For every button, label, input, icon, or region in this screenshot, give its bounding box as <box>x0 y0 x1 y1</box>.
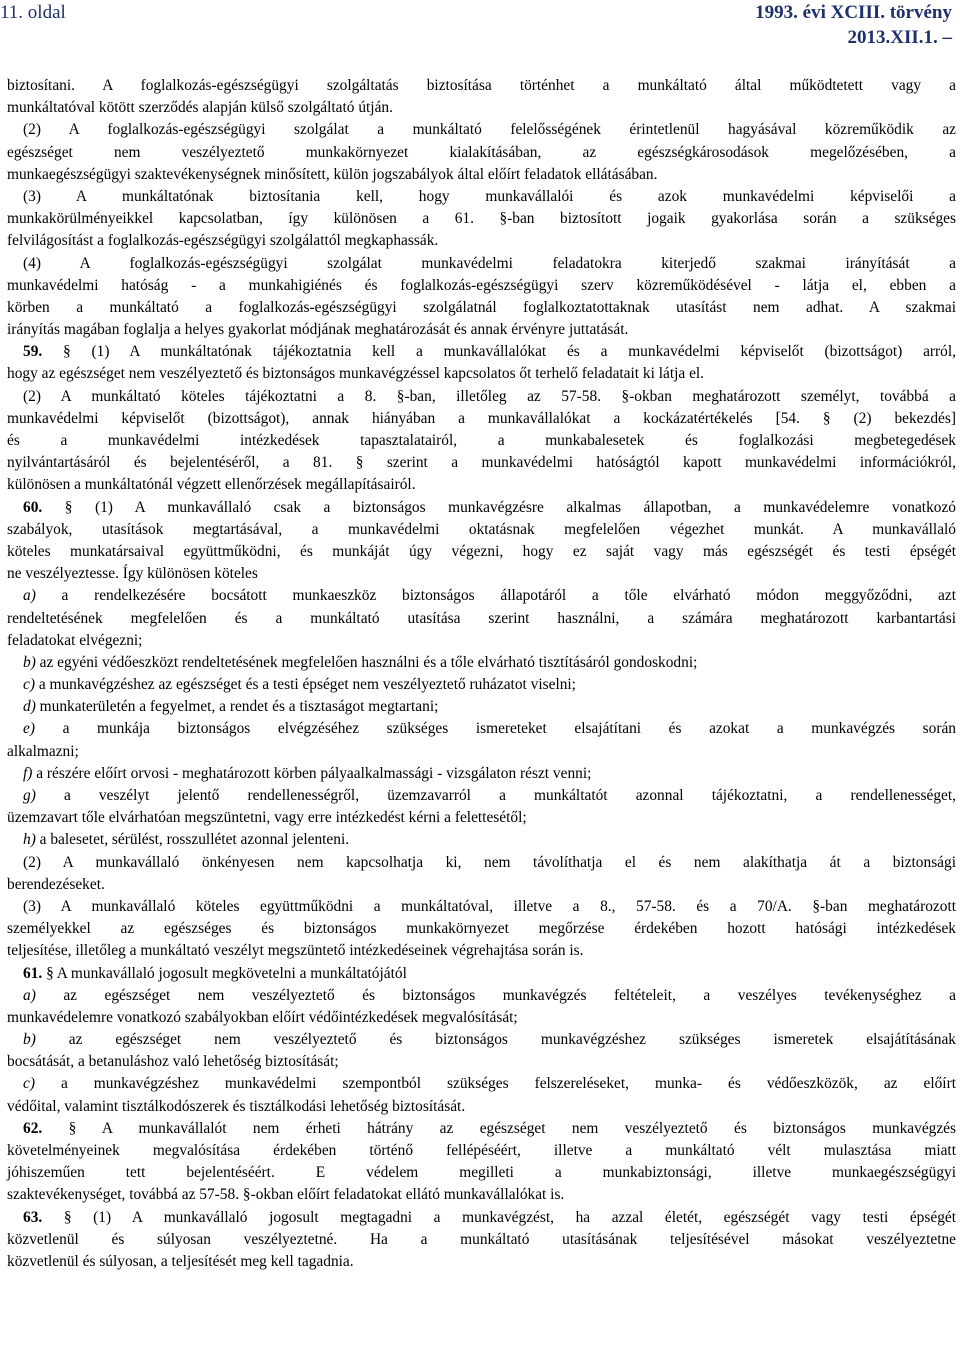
text-line <box>7 1184 956 1206</box>
text-line <box>7 630 956 652</box>
text-line <box>7 918 956 940</box>
text-line <box>7 608 956 630</box>
item-letter: f) <box>23 764 33 782</box>
line-text: a munkája biztonságos elvégzéséhez szükséges ismereteket elsajátítani és azokat a munkavégzés során <box>34 720 956 738</box>
text-line <box>7 142 956 164</box>
line-text: felvilágosítást a foglalkozás-egészségügyi szolgálattól megkaphassák. <box>7 232 439 250</box>
text-line <box>7 319 956 341</box>
text-line <box>7 208 956 230</box>
line-text: alkalmazni; <box>7 742 79 760</box>
text-line <box>7 652 956 674</box>
page-header <box>0 0 960 52</box>
text-line <box>7 119 956 141</box>
line-text: rendeltetésének megfelelően és a munkáltató utasítása szerint használni, a számára meghatározott karbantartási <box>7 609 956 627</box>
section-number: 63. <box>23 1208 43 1226</box>
line-text: bocsátását, a betanuláshoz való lehetőség biztosítását; <box>7 1053 339 1071</box>
text-line <box>7 97 956 119</box>
law-title: 1993. évi XCIII. törvény <box>755 2 952 23</box>
text-line <box>7 1007 956 1029</box>
line-text: köteles munkatársaival együttműködni, és munkáját úgy végezni, hogy ez saját vagy más egészségét és testi épségét <box>7 542 956 560</box>
line-text: egészséget nem veszélyeztető munkakörnyezet kialakításában, az egészségkárosodások megelőzésében, a <box>7 143 956 161</box>
text-line <box>7 363 956 385</box>
line-text: irányítás magában foglalja a helyes gyakorlat módjának meghatározását és annak érvényre juttatását. <box>7 321 629 339</box>
text-line <box>7 164 956 186</box>
text-line <box>7 874 956 896</box>
text-line <box>7 1029 956 1051</box>
line-text: § A munkavállalót nem érheti hátrány az egészséget nem veszélyeztető és biztonságos munkavégzés <box>42 1119 956 1137</box>
line-text: ne veszélyeztesse. Így különösen köteles <box>7 565 258 583</box>
line-text: munkáltatóval kötött szerződés alapján külső szolgáltató útján. <box>7 99 393 117</box>
item-letter: b) <box>23 653 36 671</box>
line-text: § (1) A munkavállaló jogosult megtagadni a munkavégzést, ha azzal életét, egészségét vagy testi épségét <box>42 1208 956 1226</box>
section-number: 59. <box>23 343 43 361</box>
text-line <box>7 563 956 585</box>
text-line <box>7 474 956 496</box>
text-line <box>7 1051 956 1073</box>
item-letter: h) <box>23 831 36 849</box>
text-line <box>7 408 956 430</box>
text-line <box>7 963 956 985</box>
line-text: (2) A munkáltató köteles tájékoztatni a 8. §-ban, illetőleg az 57-58. §-okban meghatározott személyt, továbbá a <box>23 387 956 405</box>
line-text: az egyéni védőeszközt rendeltetésének megfelelően használni és a tőle elvárható tisztításáról gondoskodni; <box>35 653 698 671</box>
line-text: nyilvántartásáról és bejelentéséről, a 81. § szerint a munkavédelmi hatóságtól kapott munkavédelmi információkról, <box>7 454 956 472</box>
text-line <box>7 1162 956 1184</box>
text-line <box>7 1140 956 1162</box>
text-line <box>7 230 956 252</box>
line-text: § (1) A munkavállaló csak a biztonságos munkavégzésre alkalmas állapotban, a munkavédelemre vonatkozó <box>42 498 956 516</box>
line-text: § A munkavállaló jogosult megkövetelni a munkáltatójától <box>42 964 407 982</box>
text-line <box>7 585 956 607</box>
line-text: teljesítése, illetőleg a munkáltató veszélyt megszüntető intézkedéseinek végrehajtása során is. <box>7 942 584 960</box>
line-text: munkavédelmi hatóság - a munkahigiénés és foglalkozás-egészségügyi szerv közreműködésével - látja el, ebben a <box>7 276 956 294</box>
text-line <box>7 1118 956 1140</box>
line-text: a veszélyt jelentő rendellenességről, üzemzavarról a munkáltatót azonnal tájékoztatni, a rendellenességet, <box>35 787 956 804</box>
line-text: körben a munkáltató a foglalkozás-egészségügyi szolgálatnál foglalkoztatottaknak utasítást nem adhat. A szakmai <box>7 298 956 316</box>
text-line <box>7 430 956 452</box>
item-letter: c) <box>23 1075 35 1093</box>
line-text: a részére előírt orvosi - meghatározott körben pályaalkalmassági - vizsgálaton részt venni; <box>32 764 592 782</box>
line-text: biztosítani. A foglalkozás-egészségügyi szolgáltatás biztosítása történhet a munkáltató által működtetett vagy a <box>7 77 956 94</box>
text-line <box>7 186 956 208</box>
text-line <box>7 829 956 851</box>
text-line <box>7 674 956 696</box>
line-text: jóhiszeműen tett bejelentéséért. E védelem megilleti a munkabiztonsági, illetve munkaegészségügyi <box>7 1164 956 1182</box>
text-line <box>7 341 956 363</box>
text-line <box>7 1229 956 1251</box>
line-text: (2) A munkavállaló önkényesen nem kapcsolhatja ki, nem távolíthatja el és nem alakíthatja át a biztonsági <box>23 853 956 871</box>
line-text: munkakörülményeikkel kapcsolatban, így különösen a 61. §-ban biztosított jogaik gyakorlása során a szükséges <box>7 210 956 228</box>
text-line <box>7 275 956 297</box>
section-number: 61. <box>23 964 43 982</box>
text-line <box>7 386 956 408</box>
item-letter: d) <box>23 698 36 716</box>
line-text: (3) A munkavállaló köteles együttműködni a munkáltatóval, illetve a 8., 57-58. és a 70/A. §-ban meghatározott <box>23 897 956 915</box>
line-text: követelményeinek megvalósítása érdekében történő fellépéséért, illetve a munkáltató vélt mulasztása miatt <box>7 1142 956 1159</box>
line-text: közvetlenül és súlyosan veszélyeztetné. Ha a munkáltató utasításának teljesítésével másokat veszélyeztetne <box>7 1230 956 1248</box>
line-text: védőital, valamint tisztálkodószerek és tisztálkodási lehetőség biztosítását. <box>7 1097 466 1115</box>
document-body <box>7 75 956 1273</box>
line-text: munkavédelmi képviselőt (bizottságot), annak hiányában a munkavállalókat a kockázatértékelés [54. § (2) bekezdés] <box>7 409 956 427</box>
text-line <box>7 519 956 541</box>
item-letter: e) <box>23 720 35 738</box>
line-text: személyekkel az egészséges és biztonságos munkakörnyezet megőrzése érdekében hozott hatósági intézkedések <box>7 920 956 938</box>
text-line <box>7 785 956 807</box>
section-number: 62. <box>23 1119 43 1137</box>
text-line <box>7 741 956 763</box>
line-text: szaktevékenységet, továbbá az 57-58. §-okban előírt feladatokat ellátó munkavállalókat is. <box>7 1186 565 1204</box>
item-letter: a) <box>23 587 36 605</box>
line-text: (2) A foglalkozás-egészségügyi szolgálat a munkáltató felelősségének érintetlenül hagyásával közreműködik az <box>23 121 956 139</box>
line-text: szabályok, utasítások megtartásával, a munkavédelmi oktatásnak megfelelően végezhet munkát. A munkavállaló <box>7 520 956 538</box>
line-text: (4) A foglalkozás-egészségügyi szolgálat munkavédelmi feladatokra kiterjedő szakmai irányítását a <box>23 254 956 272</box>
text-line <box>7 1251 956 1273</box>
text-line <box>7 696 956 718</box>
text-line <box>7 253 956 275</box>
line-text: az egészséget nem veszélyeztető és biztonságos munkavégzéshez szükséges ismeretek elsajátításának <box>35 1031 956 1049</box>
line-text: a rendelkezésére bocsátott munkaeszköz biztonságos állapotáról a tőle elvárható módon meggyőződni, azt <box>35 587 956 605</box>
text-line <box>7 985 956 1007</box>
text-line <box>7 452 956 474</box>
line-text: a munkavégzéshez munkavédelmi szempontból szükséges felszereléseket, munka- és védőeszközök, az előírt <box>34 1075 956 1093</box>
line-text: a balesetet, sérülést, rosszullétet azonnal jelenteni. <box>35 831 350 849</box>
text-line <box>7 718 956 740</box>
item-letter: c) <box>23 676 35 694</box>
section-number: 60. <box>23 498 43 516</box>
line-text: berendezéseket. <box>7 875 105 893</box>
line-text: hogy az egészséget nem veszélyeztető és biztonságos munkavégzéssel kapcsolatos őt terhelő feladatait ki látja el. <box>7 365 705 383</box>
line-text: az egészséget nem veszélyeztető és biztonságos munkavégzés feltételeit, a veszélyes tevékenységhez a <box>35 986 956 1004</box>
line-text: üzemzavart tőle elvárhatóan megszüntetni, vagy erre intézkedést kérni a felettesétől; <box>7 809 527 827</box>
line-text: a munkavégzéshez az egészséget és a testi épséget nem veszélyeztető ruházatot viselni; <box>34 676 576 694</box>
line-text: § (1) A munkáltatónak tájékoztatnia kell a munkavállalókat és a munkavédelmi képviselőt (bizottságot) arról, <box>42 343 956 361</box>
line-text: munkaegészségügyi szaktevékenységnek minősített, külön jogszabályok által előírt feladatok ellátásában. <box>7 165 658 183</box>
line-text: munkaterületén a fegyelmet, a rendet és a tisztaságot megtartani; <box>35 698 439 716</box>
text-line <box>7 1073 956 1095</box>
text-line <box>7 541 956 563</box>
text-line <box>7 940 956 962</box>
text-line <box>7 896 956 918</box>
text-line <box>7 807 956 829</box>
item-letter: g) <box>23 787 36 804</box>
line-text: feladatokat elvégezni; <box>7 631 143 649</box>
page-number: 11. oldal <box>0 2 66 23</box>
line-text: különösen a munkáltatónál végzett ellenőrzések megállapításairól. <box>7 476 416 494</box>
text-line <box>7 763 956 785</box>
line-text: és a munkavédelmi intézkedések tapasztalatairól, a munkabalesetek és foglalkozási megbetegedések <box>7 432 956 449</box>
text-line <box>7 297 956 319</box>
line-text: (3) A munkáltatónak biztosítania kell, hogy munkavállalói és azok munkavédelmi képviselői a <box>23 187 956 205</box>
text-line <box>7 1096 956 1118</box>
text-line <box>7 852 956 874</box>
text-line <box>7 75 956 97</box>
line-text: munkavédelemre vonatkozó szabályokban előírt védőintézkedések megvalósítását; <box>7 1008 518 1026</box>
item-letter: a) <box>23 986 36 1004</box>
line-text: közvetlenül és súlyosan, a teljesítését meg kell tagadnia. <box>7 1252 354 1270</box>
law-effective-date: 2013.XII.1. – <box>847 27 952 48</box>
text-line <box>7 497 956 519</box>
item-letter: b) <box>23 1031 36 1049</box>
text-line <box>7 1207 956 1229</box>
